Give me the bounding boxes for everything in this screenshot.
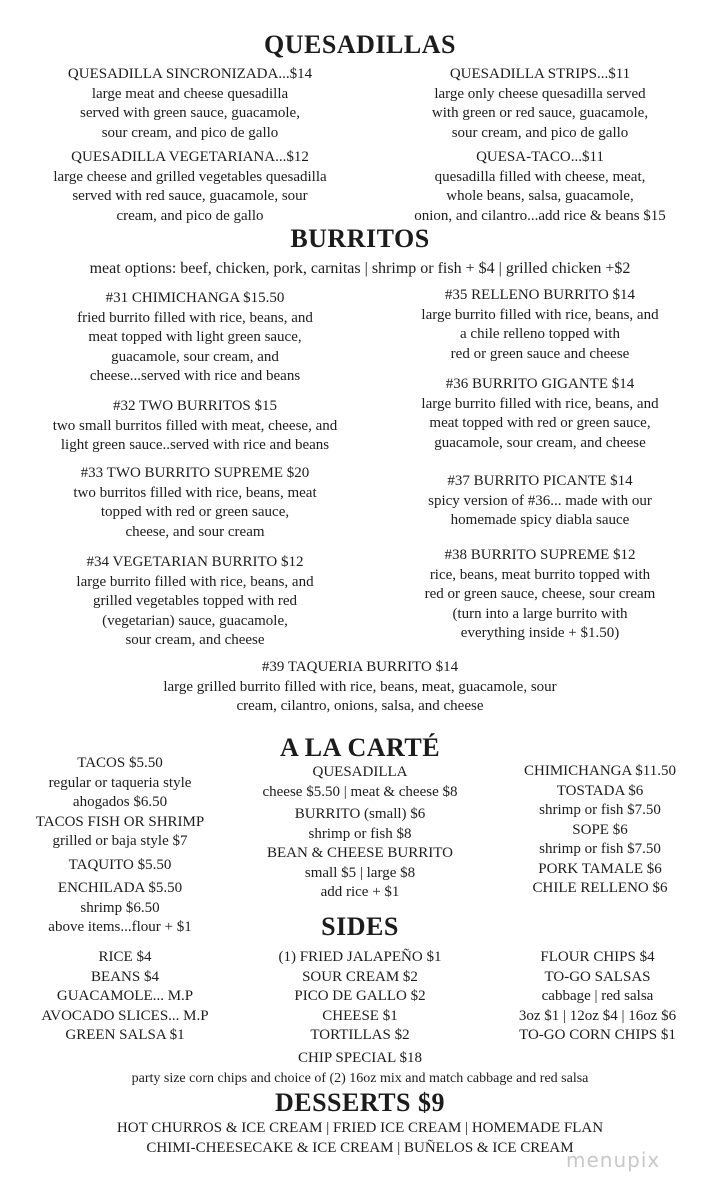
list-item: cheese $5.50 | meat & cheese $8 — [262, 783, 458, 800]
item-desc: grilled vegetables topped with red — [92, 593, 298, 609]
list-item: TO-GO SALSAS — [544, 968, 651, 985]
item-desc: large cheese and grilled vegetables quesadilla — [53, 168, 327, 185]
menu-item-vegetarian-burrito — [20, 553, 370, 651]
list-item: PICO DE GALLO $2 — [294, 988, 426, 1004]
item-desc: (vegetarian) sauce, guacamole, — [102, 612, 288, 629]
item-desc: onion, and cilantro...add rice & beans $15 — [414, 207, 666, 224]
list-item: QUESADILLA — [312, 764, 408, 780]
list-item: above items...flour + $1 — [48, 919, 192, 935]
item-desc: meat topped with light green sauce, — [88, 329, 302, 345]
list-item: 3oz $1 | 12oz $4 | 16oz $6 — [518, 1007, 677, 1024]
item-desc: cream, and pico de gallo — [116, 207, 264, 224]
menu-item-burrito-supreme — [375, 546, 705, 644]
sides-heading: SIDES — [321, 912, 399, 941]
desserts-line: HOT CHURROS & ICE CREAM | FRIED ICE CREAM | HOMEMADE FLAN — [116, 1120, 604, 1136]
list-item: AVOCADO SLICES... M.P — [41, 1007, 209, 1024]
item-title: #33 TWO BURRITO SUPREME $20 — [80, 465, 310, 481]
list-item: TACOS $5.50 — [77, 755, 163, 771]
list-item: ahogados $6.50 — [72, 794, 168, 810]
a-la-carte-center-column — [235, 763, 485, 903]
item-title: #37 BURRITO PICANTE $14 — [447, 473, 633, 489]
list-item: SOUR CREAM $2 — [302, 968, 418, 985]
list-item: cabbage | red salsa — [541, 988, 654, 1004]
item-desc: guacamole, sour cream, and cheese — [434, 434, 646, 451]
item-desc: sour cream, and pico de gallo — [451, 124, 629, 141]
sides-center-column — [245, 948, 475, 1046]
a-la-carte-right-column — [495, 762, 705, 899]
item-desc: two small burritos filled with meat, cheese, and — [52, 417, 338, 434]
list-item: SOPE $6 — [572, 821, 628, 838]
menu-item-quesa-taco — [380, 148, 700, 226]
menu-item-taqueria-burrito — [0, 658, 720, 717]
item-desc: spicy version of #36... made with our — [428, 492, 652, 509]
item-desc: homemade spicy diabla sauce — [450, 512, 630, 528]
item-title: #39 TAQUERIA BURRITO $14 — [261, 659, 459, 675]
item-desc: (turn into a large burrito with — [452, 605, 628, 622]
list-item: shrimp $6.50 — [80, 899, 160, 916]
chip-special-title: CHIP SPECIAL $18 — [298, 1050, 422, 1066]
list-item: RICE $4 — [98, 949, 152, 965]
list-item: (1) FRIED JALAPEÑO $1 — [278, 949, 442, 965]
item-desc: red or green sauce and cheese — [450, 345, 630, 362]
list-item: grilled or baja style $7 — [52, 833, 188, 849]
chip-special — [0, 1049, 720, 1088]
meat-options — [0, 259, 720, 279]
item-desc: light green sauce..served with rice and beans — [60, 437, 330, 453]
menu-item-burrito-gigante — [375, 375, 705, 453]
item-desc: served with green sauce, guacamole, — [80, 105, 300, 121]
item-title: #32 TWO BURRITOS $15 — [112, 398, 278, 414]
item-desc: with green or red sauce, guacamole, — [431, 105, 649, 121]
list-item: BURRITO (small) $6 — [294, 806, 426, 822]
list-item: add rice + $1 — [320, 884, 400, 900]
menu-item-quesadilla-strips — [380, 65, 700, 143]
item-desc: red or green sauce, cheese, sour cream — [424, 586, 656, 602]
item-desc: cream, cilantro, onions, salsa, and cheese — [236, 698, 484, 714]
list-item: TOSTADA $6 — [556, 782, 644, 799]
item-desc: cheese...served with rice and beans — [89, 368, 301, 384]
item-title: #34 VEGETARIAN BURRITO $12 — [86, 554, 304, 570]
list-item: small $5 | large $8 — [304, 864, 416, 881]
watermark: menupix — [566, 1148, 661, 1172]
item-desc: large burrito filled with rice, beans, and — [421, 306, 659, 323]
item-title: QUESADILLA STRIPS...$11 — [449, 66, 631, 82]
menu-item-two-burritos — [20, 397, 370, 456]
item-desc: large burrito filled with rice, beans, and — [421, 395, 659, 412]
item-desc: guacamole, sour cream, and — [111, 348, 279, 365]
list-item: BEANS $4 — [91, 968, 159, 985]
list-item: ENCHILADA $5.50 — [57, 880, 183, 896]
item-desc: large only cheese quesadilla served — [434, 85, 646, 102]
item-desc: fried burrito filled with rice, beans, and — [77, 309, 313, 326]
item-desc: sour cream, and cheese — [125, 632, 265, 648]
item-title: #36 BURRITO GIGANTE $14 — [445, 376, 635, 392]
sides-right-column — [485, 948, 710, 1046]
item-desc: meat topped with red or green sauce, — [429, 415, 651, 431]
menu-item-burrito-picante — [375, 472, 705, 531]
list-item: TORTILLAS $2 — [310, 1027, 410, 1043]
list-item: TAQUITO $5.50 — [68, 856, 172, 873]
menu-item-relleno-burrito — [375, 286, 705, 364]
list-item: FLOUR CHIPS $4 — [540, 949, 655, 965]
list-item: PORK TAMALE $6 — [538, 860, 662, 877]
menu-item-two-burrito-supreme — [20, 464, 370, 542]
item-desc: rice, beans, meat burrito topped with — [429, 566, 651, 583]
list-item: BEAN & CHEESE BURRITO — [267, 845, 453, 861]
desserts-heading: DESSERTS $9 — [274, 1088, 446, 1117]
list-item: GREEN SALSA $1 — [65, 1027, 185, 1043]
item-desc: a chile relleno topped with — [460, 326, 620, 342]
menu-item-quesadilla-sincronizada — [20, 65, 360, 143]
list-item: CHEESE $1 — [322, 1007, 398, 1024]
list-item: GUACAMOLE... M.P — [56, 988, 194, 1004]
item-desc: large burrito filled with rice, beans, and — [76, 573, 314, 590]
list-item: CHILE RELLENO $6 — [532, 880, 668, 896]
item-desc: served with red sauce, guacamole, sour — [72, 188, 308, 204]
menu-item-chimichanga — [20, 289, 370, 387]
item-title: QUESADILLA SINCRONIZADA...$14 — [67, 66, 313, 82]
list-item: shrimp or fish $7.50 — [539, 841, 661, 857]
item-desc: large grilled burrito filled with rice, beans, meat, guacamole, sour — [163, 678, 557, 695]
sides-left-column — [15, 948, 235, 1046]
item-desc: whole beans, salsa, guacamole, — [446, 188, 634, 204]
desserts-line: CHIMI-CHEESECAKE & ICE CREAM | BUÑELOS & ICE CREAM — [146, 1139, 574, 1156]
a-la-carte-heading: A LA CARTÉ — [279, 733, 441, 762]
list-item: shrimp or fish $8 — [308, 825, 412, 842]
item-title: #31 CHIMICHANGA $15.50 — [105, 290, 285, 306]
item-title: #35 RELLENO BURRITO $14 — [444, 287, 636, 303]
list-item: CHIMICHANGA $11.50 — [524, 763, 676, 779]
quesadillas-heading: QUESADILLAS — [264, 30, 456, 59]
item-desc: two burritos filled with rice, beans, meat — [73, 484, 317, 501]
menu-item-quesadilla-vegetariana — [20, 148, 360, 226]
a-la-carte-left-column — [15, 754, 225, 938]
list-item: TACOS FISH OR SHRIMP — [35, 813, 205, 830]
item-title: QUESADILLA VEGETARIANA...$12 — [71, 149, 309, 165]
item-desc: cheese, and sour cream — [125, 523, 265, 540]
item-title: #38 BURRITO SUPREME $12 — [444, 547, 636, 563]
item-title: QUESA-TACO...$11 — [476, 149, 604, 165]
chip-special-desc: party size corn chips and choice of (2) 16oz mix and match cabbage and red salsa — [131, 1070, 589, 1086]
list-item: shrimp or fish $7.50 — [539, 802, 661, 818]
item-desc: sour cream, and pico de gallo — [101, 124, 279, 141]
burritos-heading: BURRITOS — [290, 224, 430, 253]
item-desc: large meat and cheese quesadilla — [91, 85, 289, 102]
item-desc: quesadilla filled with cheese, meat, — [434, 168, 646, 185]
list-item: TO-GO CORN CHIPS $1 — [519, 1027, 676, 1043]
item-desc: topped with red or green sauce, — [100, 504, 290, 520]
meat-options-text: meat options: beef, chicken, pork, carnitas | shrimp or fish + $4 | grilled chicken +$2 — [89, 260, 631, 277]
list-item: regular or taqueria style — [48, 774, 192, 791]
item-desc: everything inside + $1.50) — [460, 625, 620, 641]
